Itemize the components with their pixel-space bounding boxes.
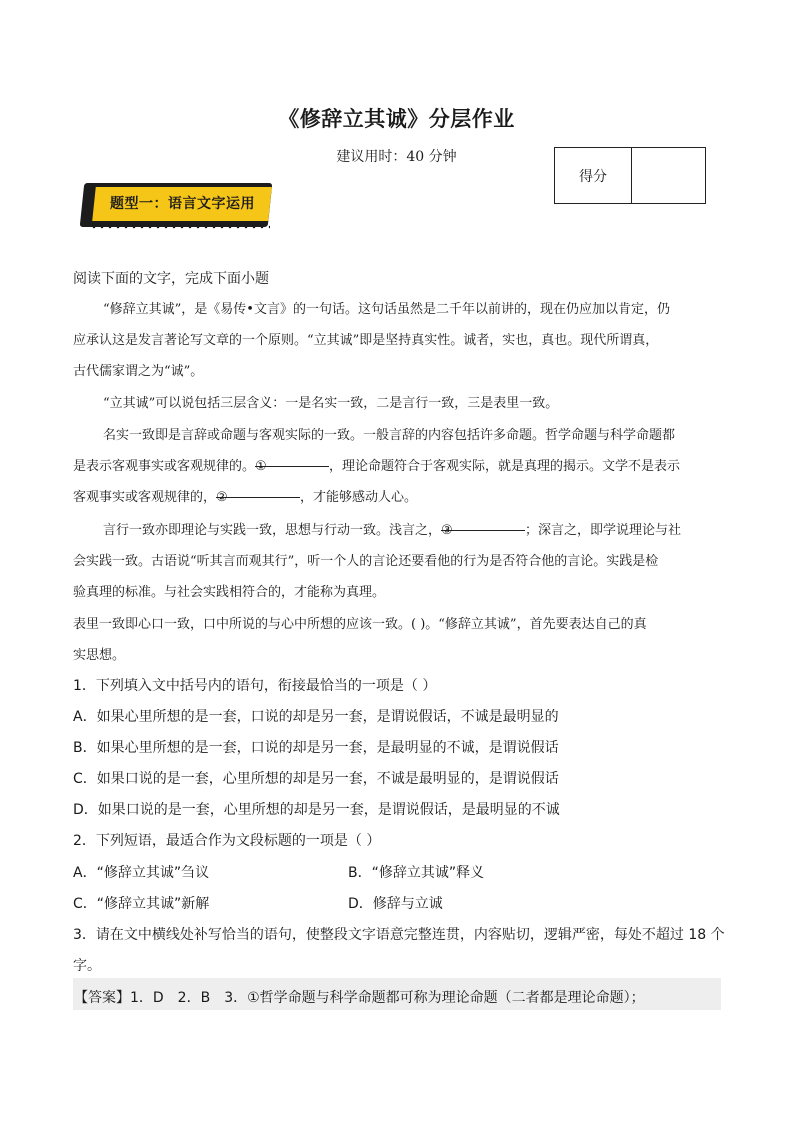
- passage-line: 实思想。: [73, 648, 126, 663]
- passage-line: “立其诚”可以说包括三层含义：一是名实一致，二是言行一致，三是表里一致。: [103, 396, 559, 411]
- passage-text: 是表示客观事实或客观规律的。: [73, 459, 256, 474]
- blank-3[interactable]: [441, 516, 525, 538]
- passage-line: “修辞立其诚”，是《易传•文言》的一句话。这句话虽然是二千年以前讲的，现在仍应加以肯定，仍: [103, 302, 670, 317]
- passage-line: 名实一致即是言辞或命题与客观实际的一致。一般言辞的内容包括许多命题。哲学命题与科学命题都: [103, 428, 676, 443]
- blank-2[interactable]: [216, 483, 300, 505]
- passage-line: 表里一致即心口一致，口中所说的与心中所想的应该一致。( )。“修辞立其诚”，首先要表达自己的真: [73, 617, 647, 632]
- section-banner-label: 题型一：语言文字运用: [110, 196, 255, 212]
- q1-option-b[interactable]: B．如果心里所想的是一套，口说的却是另一套，是最明显的不诚，是谓说假话: [73, 740, 559, 756]
- question-3: 3．请在文中横线处补写恰当的语句，使整段文字语意完整连贯，内容贴切，逻辑严密，每处不超过 18 个: [73, 927, 725, 943]
- blank-3-number: ③: [441, 523, 453, 538]
- score-label: 得分: [555, 148, 632, 203]
- passage-text: 客观事实或客观规律的，: [73, 490, 217, 505]
- q1-option-c[interactable]: C．如果口说的是一套，心里所想的却是另一套，不诚是最明显的，是谓说假话: [73, 771, 559, 787]
- answer-text: 【答案】1．D 2．B 3．①哲学命题与科学命题都可称为理论命题（二者都是理论命题）；: [74, 990, 645, 1006]
- passage-text: ，才能够感动人心。: [300, 490, 418, 505]
- passage-line: [73, 483, 417, 513]
- score-value-field[interactable]: [632, 148, 705, 203]
- reading-instruction: 阅读下面的文字，完成下面小题: [73, 271, 269, 287]
- passage-line: 会实践一致。古语说“听其言而观其行”，听一个人的言论还要看他的行为是否符合他的言论。实践是检: [73, 554, 659, 569]
- score-box: [554, 147, 706, 204]
- passage-line: [103, 516, 681, 546]
- q2-option-d[interactable]: D．修辞与立诚: [348, 896, 443, 912]
- question-1: 1．下列填入文中括号内的语句，衔接最恰当的一项是（ ）: [73, 678, 437, 694]
- passage-line: 古代儒家谓之为“诚”。: [73, 364, 204, 379]
- passage-line: 验真理的标准。与社会实践相符合的，才能称为真理。: [73, 585, 386, 600]
- blank-1-number: ①: [255, 459, 267, 474]
- question-3-cont: 字。: [73, 958, 101, 974]
- banner-dots-decoration: [90, 224, 270, 230]
- question-2: 2．下列短语，最适合作为文段标题的一项是（ ）: [73, 833, 381, 849]
- q2-option-b[interactable]: B．“修辞立其诚”释义: [348, 865, 485, 881]
- page-title: 《修辞立其诚》分层作业: [278, 107, 515, 131]
- q1-option-d[interactable]: D．如果口说的是一套，心里所想的却是另一套，是谓说假话，是最明显的不诚: [73, 802, 560, 818]
- q1-option-a[interactable]: A．如果心里所想的是一套，口说的却是另一套，是谓说假话，不诚是最明显的: [73, 709, 559, 725]
- passage-line: 应承认这是发言著论写文章的一个原则。“立其诚”即是坚持真实性。诚者，实也，真也。现代所谓真，: [73, 333, 659, 348]
- blank-1[interactable]: [255, 452, 329, 474]
- passage-text: 言行一致亦即理论与实践一致，思想与行动一致。浅言之，: [103, 523, 442, 538]
- q2-option-c[interactable]: C．“修辞立其诚”新解: [73, 896, 210, 912]
- passage-text: ；深言之，即学说理论与社: [525, 523, 682, 538]
- passage-line: [73, 452, 680, 482]
- section-banner: [80, 180, 276, 232]
- suggested-time: 建议用时：40 分钟: [336, 149, 457, 165]
- q2-option-a[interactable]: A．“修辞立其诚”刍议: [73, 865, 210, 881]
- passage-text: ，理论命题符合于客观实际，就是真理的揭示。文学不是表示: [329, 459, 681, 474]
- blank-2-number: ②: [216, 490, 228, 505]
